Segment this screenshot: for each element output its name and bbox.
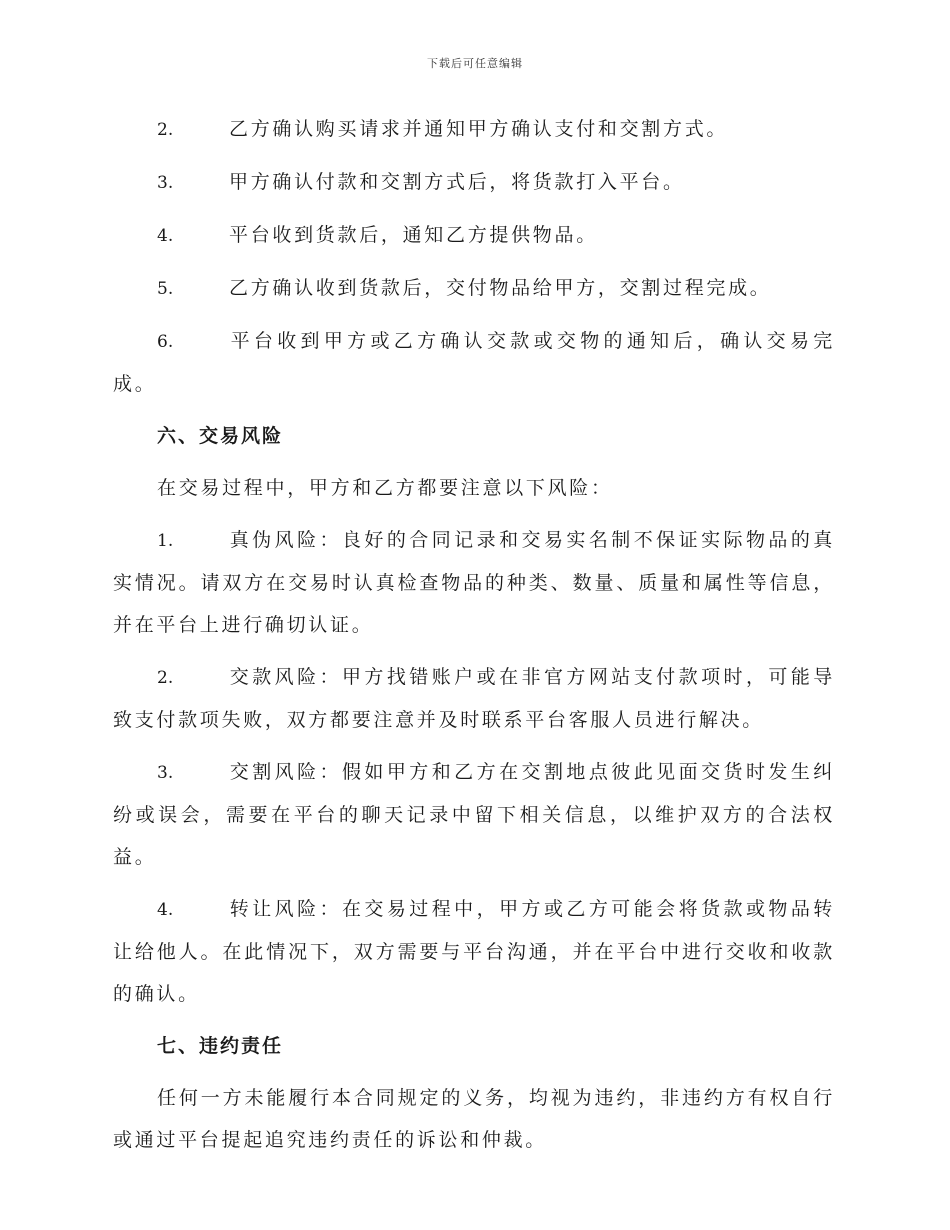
risk-text: 交割风险：假如甲方和乙方在交割地点彼此见面交货时发生纠纷或误会，需要在平台的聊天记录中留下相关信息，以维护双方的合法权益。 xyxy=(113,761,835,868)
risk-item xyxy=(113,656,835,741)
step-item xyxy=(113,108,835,151)
risk-number: 3. xyxy=(157,763,174,783)
step-text: 平台收到甲方或乙方确认交款或交物的通知后，确认交易完成。 xyxy=(113,330,835,395)
risk-text: 交款风险：甲方找错账户或在非官方网站支付款项时，可能导致支付款项失败，双方都要注意并及时联系平台客服人员进行解决。 xyxy=(113,666,835,731)
section-heading-risks: 六、交易风险 xyxy=(157,425,284,447)
risk-text: 真伪风险：良好的合同记录和交易实名制不保证实际物品的真实情况。请双方在交易时认真检查物品的种类、数量、质量和属性等信息，并在平台上进行确切认证。 xyxy=(113,529,835,636)
page-header-note: 下载后可任意编辑 xyxy=(427,57,523,70)
risk-item xyxy=(113,888,835,1015)
step-item xyxy=(113,214,835,257)
step-item xyxy=(113,320,835,405)
step-number: 3. xyxy=(157,173,174,193)
step-number: 5. xyxy=(157,279,174,299)
section-heading-breach: 七、违约责任 xyxy=(157,1035,284,1057)
breach-paragraph: 任何一方未能履行本合同规定的义务，均视为违约，非违约方有权自行或通过平台提起追究违约责任的诉讼和仲裁。 xyxy=(113,1087,835,1151)
step-item xyxy=(113,161,835,204)
risk-item xyxy=(113,519,835,646)
step-text: 平台收到货款后，通知乙方提供物品。 xyxy=(229,224,598,246)
step-text: 乙方确认购买请求并通知甲方确认支付和交割方式。 xyxy=(229,118,729,140)
step-text: 乙方确认收到货款后，交付物品给甲方，交割过程完成。 xyxy=(229,277,772,299)
risks-intro: 在交易过程中，甲方和乙方都要注意以下风险： xyxy=(157,477,613,499)
risk-text: 转让风险：在交易过程中，甲方或乙方可能会将货款或物品转让给他人。在此情况下，双方需要与平台沟通，并在平台中进行交收和收款的确认。 xyxy=(113,898,835,1005)
step-number: 6. xyxy=(157,332,174,352)
step-number: 2. xyxy=(157,120,174,140)
risk-number: 4. xyxy=(157,900,174,920)
risk-number: 2. xyxy=(157,668,174,688)
document-body xyxy=(113,108,835,1171)
risk-number: 1. xyxy=(157,531,174,551)
step-number: 4. xyxy=(157,226,174,246)
step-item xyxy=(113,267,835,310)
risk-item xyxy=(113,751,835,878)
step-text: 甲方确认付款和交割方式后，将货款打入平台。 xyxy=(229,171,685,193)
